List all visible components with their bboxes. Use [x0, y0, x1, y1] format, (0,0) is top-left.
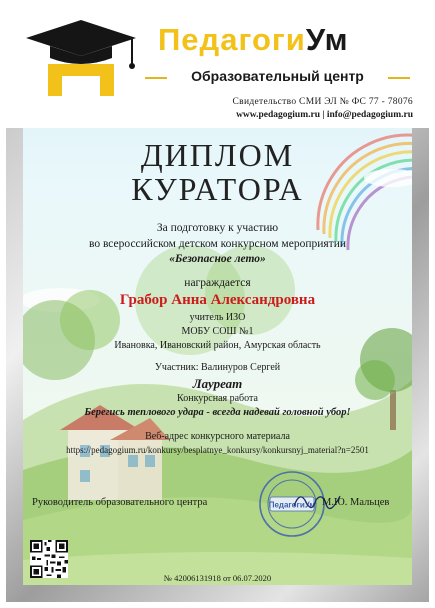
- result-status: Лауреат: [192, 376, 243, 391]
- recipient-school: МОБУ СОШ №1: [181, 326, 254, 337]
- seal-text: ПедагогиУм: [268, 500, 316, 510]
- url-label: Веб-адрес конкурсного материала: [145, 431, 290, 442]
- website-and-email: www.pedagogium.ru | info@pedagogium.ru: [236, 110, 413, 120]
- for-line-2: во всероссийском детском конкурсном мероприятии: [88, 238, 347, 250]
- recipient-position: учитель ИЗО: [189, 312, 246, 323]
- for-line-1: За подготовку к участию: [156, 222, 279, 234]
- subtitle-divider-right: [388, 77, 410, 79]
- awarded-label: награждается: [184, 277, 251, 289]
- recipient-name: Грабор Анна Александровна: [119, 292, 316, 308]
- subtitle-divider-left: [145, 77, 167, 79]
- participant: Участник: Валинуров Сергей: [154, 362, 281, 373]
- brand-name-part1: Педагоги: [158, 22, 306, 57]
- material-url: https://pedagogium.ru/konkursy/besplatnye_konkursy/konkursnyj_material?n=2501: [66, 445, 369, 455]
- graduation-cap-logo-icon: [22, 18, 140, 96]
- brand-name: [158, 22, 349, 58]
- work-label: Конкурсная работа: [177, 393, 258, 404]
- diploma-title: [0, 138, 435, 206]
- brand-name-part2: Ум: [305, 22, 349, 57]
- event-name: «Безопасное лето»: [169, 253, 266, 265]
- diploma-number: № 42006131918 от 06.07.2020: [163, 573, 272, 583]
- work-title: Берегись теплового удара - всегда надевай головной убор!: [84, 407, 351, 418]
- title-line-1: ДИПЛОМ: [140, 137, 295, 173]
- signer-label: Руководитель образовательного центра: [32, 497, 208, 508]
- header: [0, 0, 435, 128]
- signer-name: М.Ю. Мальцев: [322, 497, 390, 508]
- organization-subtitle: Образовательный центр: [191, 68, 364, 84]
- media-registration: Свидетельство СМИ ЭЛ № ФС 77 - 78076: [232, 97, 413, 107]
- title-line-2: КУРАТОРА: [131, 171, 304, 207]
- recipient-location: Ивановка, Ивановский район, Амурская область: [114, 340, 321, 351]
- subtitle-row: [145, 68, 410, 88]
